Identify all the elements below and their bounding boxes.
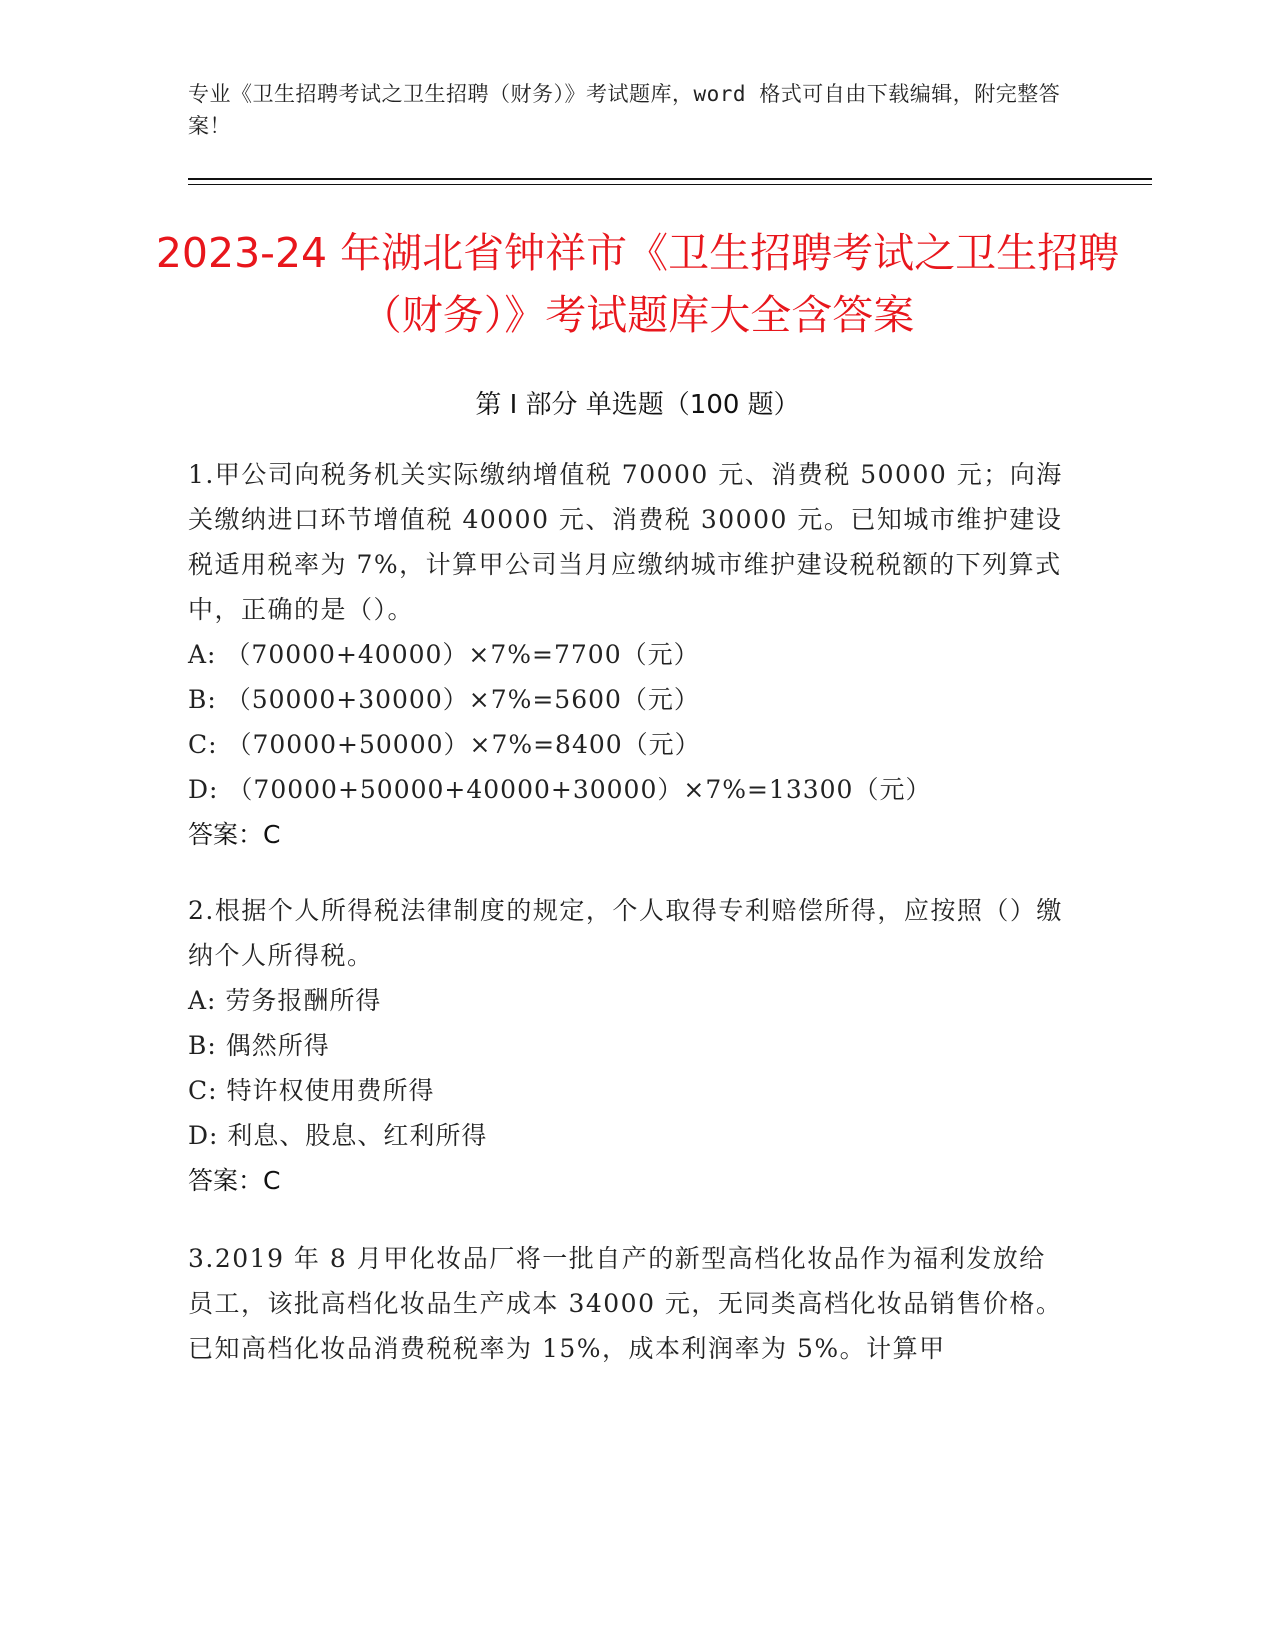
option-d: D: （70000+50000+40000+30000）×7%=13300（元） xyxy=(188,775,932,804)
document-title: 2023-24 年湖北省钟祥市《卫生招聘考试之卫生招聘（财务）》考试题库大全含答案 xyxy=(155,229,1120,339)
question-1 xyxy=(188,452,1068,857)
option-a: A: 劳务报酬所得 xyxy=(188,986,382,1015)
option-d: D: 利息、股息、红利所得 xyxy=(188,1121,488,1150)
header-note: 专业《卫生招聘考试之卫生招聘（财务）》考试题库，word 格式可自由下载编辑，附完整答案！ xyxy=(188,82,1061,138)
section-heading: 第 I 部分 单选题（100 题） xyxy=(475,390,800,420)
answer-text: 答案：C xyxy=(188,1166,281,1195)
option-b: B: 偶然所得 xyxy=(188,1031,330,1060)
question-2 xyxy=(188,888,1068,1203)
option-c: C: （70000+50000）×7%=8400（元） xyxy=(188,730,701,759)
header-divider-thin xyxy=(188,184,1152,185)
question-3 xyxy=(188,1236,1068,1371)
option-a: A: （70000+40000）×7%=7700（元） xyxy=(188,640,700,669)
answer-text: 答案：C xyxy=(188,820,281,849)
option-b: B: （50000+30000）×7%=5600（元） xyxy=(188,685,700,714)
question-stem: 3.2019 年 8 月甲化妆品厂将一批自产的新型高档化妆品作为福利发放给员工，该批高档化妆品生产成本 34000 元，无同类高档化妆品销售价格。已知高档化妆品消费税税率为 15%，成本利润率为 5%。计算甲 xyxy=(188,1244,1063,1363)
question-stem: 1.甲公司向税务机关实际缴纳增值税 70000 元、消费税 50000 元；向海关缴纳进口环节增值税 40000 元、消费税 30000 元。已知城市维护建设税适用税率为 7%，计算甲公司当月应缴纳城市维护建设税税额的下列算式中，正确的是（）。 xyxy=(188,460,1063,624)
option-c: C: 特许权使用费所得 xyxy=(188,1076,435,1105)
header-divider-thick xyxy=(188,178,1152,180)
question-stem: 2.根据个人所得税法律制度的规定，个人取得专利赔偿所得，应按照（）缴纳个人所得税。 xyxy=(188,896,1063,970)
